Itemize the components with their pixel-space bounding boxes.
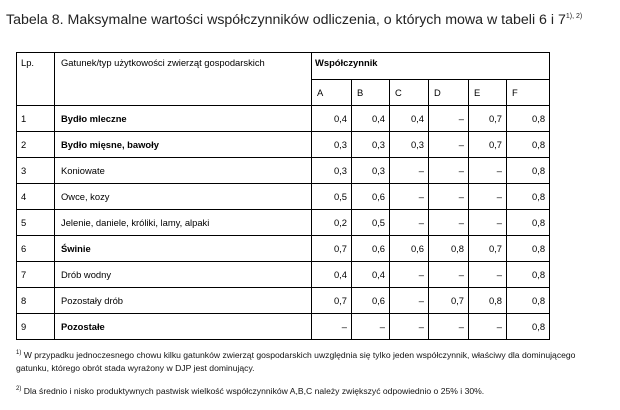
row-coefficient-f: 0,8	[507, 288, 550, 314]
row-coefficient-a: 0,5	[312, 184, 352, 210]
row-coefficient-d: –	[429, 210, 469, 236]
row-coefficient-e: 0,8	[469, 288, 507, 314]
table-row	[17, 158, 550, 184]
row-coefficient-a: 0,3	[312, 158, 352, 184]
row-coefficient-a: –	[312, 314, 352, 340]
row-coefficient-c: –	[390, 262, 429, 288]
row-coefficient-b: 0,4	[352, 262, 390, 288]
footnote-2	[16, 383, 606, 398]
row-animal-type: Świnie	[55, 236, 312, 262]
table-row	[17, 106, 550, 132]
row-lp: 5	[17, 210, 55, 236]
row-coefficient-f: 0,8	[507, 158, 550, 184]
footnote-1-mark: 1)	[16, 350, 22, 356]
row-coefficient-b: 0,5	[352, 210, 390, 236]
row-coefficient-c: 0,4	[390, 106, 429, 132]
row-coefficient-b: 0,6	[352, 236, 390, 262]
row-coefficient-d: –	[429, 314, 469, 340]
title-text: Tabela 8. Maksymalne wartości współczynników odliczenia, o których mowa w tabeli 6 i 7	[6, 12, 566, 28]
table-row	[17, 184, 550, 210]
row-coefficient-a: 0,4	[312, 106, 352, 132]
row-coefficient-b: 0,6	[352, 288, 390, 314]
row-animal-type: Pozostałe	[55, 314, 312, 340]
row-lp: 6	[17, 236, 55, 262]
header-type: Gatunek/typ użytkowości zwierząt gospodarskich	[55, 53, 312, 106]
footnote-2-text: Dla średnio i nisko produktywnych pastwisk wielkość współczynników A,B,C należy zwiększyć odpowiednio o 25% i 30%.	[23, 386, 485, 396]
row-coefficient-c: –	[390, 184, 429, 210]
row-lp: 7	[17, 262, 55, 288]
row-animal-type: Bydło mleczne	[55, 106, 312, 132]
row-coefficient-b: 0,3	[352, 158, 390, 184]
row-animal-type: Drób wodny	[55, 262, 312, 288]
row-coefficient-c: –	[390, 288, 429, 314]
row-coefficient-e: 0,7	[469, 106, 507, 132]
row-animal-type: Pozostały drób	[55, 288, 312, 314]
row-coefficient-e: –	[469, 158, 507, 184]
table-row	[17, 288, 550, 314]
row-coefficient-e: –	[469, 314, 507, 340]
row-coefficient-f: 0,8	[507, 236, 550, 262]
row-coefficient-b: 0,3	[352, 132, 390, 158]
row-coefficient-f: 0,8	[507, 210, 550, 236]
row-lp: 4	[17, 184, 55, 210]
header-lp: Lp.	[17, 53, 55, 106]
row-coefficient-d: –	[429, 262, 469, 288]
row-coefficient-e: –	[469, 210, 507, 236]
row-coefficient-d: –	[429, 158, 469, 184]
header-letter-f: F	[507, 80, 550, 106]
footnote-1-text: W przypadku jednoczesnego chowu kilku gatunków zwierząt gospodarskich uwzględnia się tylko jeden współczynnik, właściwy dla dominującego gatunku, którego obrót stada wyrażony w DJP jest dominujący.	[16, 350, 576, 373]
row-lp: 8	[17, 288, 55, 314]
header-letter-b: B	[352, 80, 390, 106]
row-coefficient-f: 0,8	[507, 132, 550, 158]
row-coefficient-b: 0,4	[352, 106, 390, 132]
row-coefficient-d: 0,8	[429, 236, 469, 262]
table-row	[17, 132, 550, 158]
row-coefficient-c: 0,3	[390, 132, 429, 158]
row-coefficient-e: 0,7	[469, 132, 507, 158]
row-coefficient-e: 0,7	[469, 236, 507, 262]
row-lp: 2	[17, 132, 55, 158]
row-animal-type: Koniowate	[55, 158, 312, 184]
row-coefficient-f: 0,8	[507, 262, 550, 288]
row-coefficient-f: 0,8	[507, 184, 550, 210]
row-coefficient-c: –	[390, 158, 429, 184]
row-coefficient-a: 0,4	[312, 262, 352, 288]
row-lp: 3	[17, 158, 55, 184]
row-coefficient-e: –	[469, 184, 507, 210]
title-superscript: 1), 2)	[565, 13, 583, 20]
row-coefficient-f: 0,8	[507, 314, 550, 340]
row-animal-type: Bydło mięsne, bawoły	[55, 132, 312, 158]
row-coefficient-f: 0,8	[507, 106, 550, 132]
row-lp: 1	[17, 106, 55, 132]
row-coefficient-a: 0,3	[312, 132, 352, 158]
row-coefficient-d: –	[429, 184, 469, 210]
footnote-1	[16, 347, 606, 375]
row-coefficient-d: –	[429, 132, 469, 158]
row-coefficient-a: 0,7	[312, 288, 352, 314]
row-animal-type: Owce, kozy	[55, 184, 312, 210]
table-title	[6, 8, 606, 29]
row-lp: 9	[17, 314, 55, 340]
row-coefficient-c: 0,6	[390, 236, 429, 262]
header-letter-a: A	[312, 80, 352, 106]
row-animal-type: Jelenie, daniele, króliki, lamy, alpaki	[55, 210, 312, 236]
row-coefficient-a: 0,2	[312, 210, 352, 236]
header-letter-d: D	[429, 80, 469, 106]
table-body	[17, 53, 550, 340]
row-coefficient-d: –	[429, 106, 469, 132]
table-row	[17, 262, 550, 288]
footnote-2-mark: 2)	[16, 386, 22, 392]
table-row	[17, 236, 550, 262]
row-coefficient-c: –	[390, 314, 429, 340]
header-letter-c: C	[390, 80, 429, 106]
row-coefficient-a: 0,7	[312, 236, 352, 262]
row-coefficient-b: 0,6	[352, 184, 390, 210]
row-coefficient-c: –	[390, 210, 429, 236]
table-row	[17, 210, 550, 236]
coefficients-table	[16, 52, 550, 340]
header-coefficient: Współczynnik	[312, 53, 550, 80]
row-coefficient-e: –	[469, 262, 507, 288]
header-letter-e: E	[469, 80, 507, 106]
row-coefficient-d: 0,7	[429, 288, 469, 314]
table-header-row	[17, 53, 550, 80]
table-row	[17, 314, 550, 340]
row-coefficient-b: –	[352, 314, 390, 340]
